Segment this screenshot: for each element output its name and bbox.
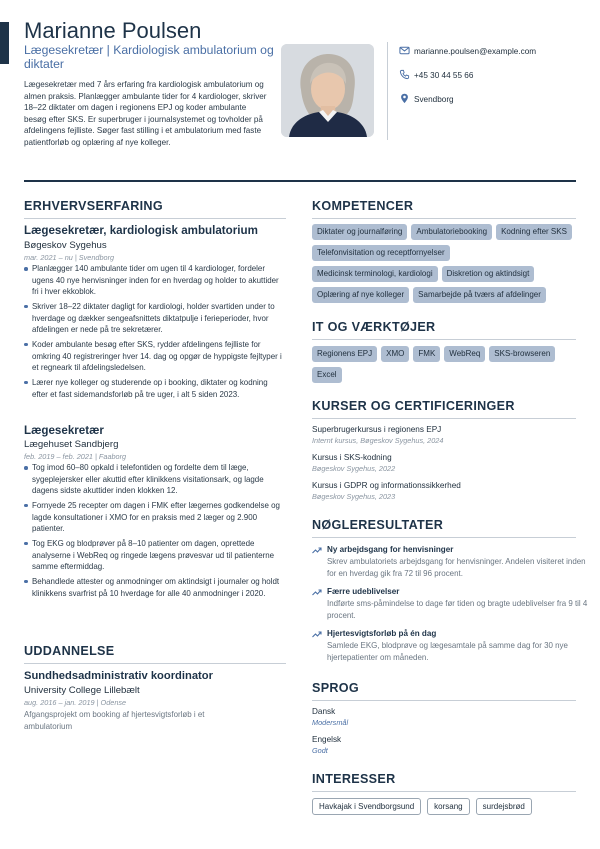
course-sub: Bøgeskov Sygehus, 2023 xyxy=(312,492,396,501)
job-meta: feb. 2019 – feb. 2021 | Faaborg xyxy=(24,452,127,461)
education-heading: UDDANNELSE xyxy=(24,644,115,658)
list-item: Fornyede 25 recepter om dagen i FMK efter lægernes godkendelse og lagde konsultationer i XMO for en praksis med 2 læger og 2.900 patienter. xyxy=(24,500,284,535)
course-item xyxy=(312,453,582,473)
contact-email[interactable] xyxy=(414,44,536,58)
achievement-title: Hjertesvigtsforløb på én dag xyxy=(327,629,437,638)
contact-divider xyxy=(387,42,388,140)
competencies-rule xyxy=(312,218,576,219)
achievement-title: Ny arbejdsgang for henvisninger xyxy=(327,545,454,554)
education-description: Afgangsprojekt om booking af hjertesvigtsforløb i et ambulatorium xyxy=(24,710,205,731)
competency-tag: Kodning efter SKS xyxy=(496,224,572,240)
achievement-description: Samlede EKG, blodprøve og lægesamtale på samme dag for 30 nye hjertepatienter om måneden. xyxy=(327,641,568,662)
experience-heading: ERHVERVSERFARING xyxy=(24,199,163,213)
competency-tag: Diktater og journalføring xyxy=(312,224,407,240)
language-level: Godt xyxy=(312,746,328,755)
job-meta: mar. 2021 – nu | Svendborg xyxy=(24,253,115,262)
list-item: Tog imod 60–80 opkald i telefontiden og fordelte dem til læge, sygeplejersker eller akuttid efter klinikkens visitationsark, og lagde dagens sidste akuttider inden klokken 12. xyxy=(24,462,284,497)
tool-tag: SKS-browseren xyxy=(489,346,555,362)
courses-heading: KURSER OG CERTIFICERINGER xyxy=(312,399,515,413)
course-name: Kursus i SKS-kodning xyxy=(312,453,392,462)
tools-rule xyxy=(312,339,576,340)
language-name: Engelsk xyxy=(312,735,342,744)
course-name: Superbrugerkursus i regionens EPJ xyxy=(312,425,442,434)
language-item xyxy=(312,707,348,727)
education-rule xyxy=(24,663,286,664)
languages-heading: SPROG xyxy=(312,681,359,695)
contact-email-text: marianne.poulsen@example.com xyxy=(414,46,537,56)
experience-rule xyxy=(24,218,286,219)
competency-tag: Ambulatoriebooking xyxy=(411,224,492,240)
competency-tag: Oplæring af nye kolleger xyxy=(312,287,409,303)
tool-tag: WebReq xyxy=(444,346,485,362)
tool-tag: Excel xyxy=(312,367,342,383)
course-item xyxy=(312,481,582,501)
education-school: University College Lillebælt xyxy=(24,685,140,696)
language-item xyxy=(312,735,341,755)
competency-tag: Telefonvisitation og receptfornyelser xyxy=(312,245,450,261)
job-company: Bøgeskov Sygehus xyxy=(24,240,107,251)
list-item: Planlægger 140 ambulante tider om ugen til 4 kardiologer, fordeler ugens 40 nye henvisninger inden for en hverdag og holder to akuttider fri i hver ekkoblok. xyxy=(24,263,284,298)
candidate-name: Marianne Poulsen xyxy=(24,18,202,43)
courses-rule xyxy=(312,418,576,419)
list-item: Lærer nye kolleger og studerende op i booking, diktater og kodning efter et fast sidemandsforløb på tre uger, i alt 5 siden 2023. xyxy=(24,377,284,400)
competency-tags xyxy=(312,224,582,308)
contact-phone-text: +45 30 44 55 66 xyxy=(414,70,474,80)
contact-location xyxy=(414,92,454,106)
tool-tag: XMO xyxy=(381,346,409,362)
education-meta: aug. 2016 – jan. 2019 | Odense xyxy=(24,698,127,707)
job-title: Lægesekretær, kardiologisk ambulatorium xyxy=(24,224,258,237)
list-item: Koder ambulante besøg efter SKS, rydder afdelingens fejlliste for omkring 40 registreringer hver 14. dag og opgør de hyppigste fejltyper i et regneark til afdelingsledelsen. xyxy=(24,339,284,374)
tools-heading: IT OG VÆRKTØJER xyxy=(312,320,436,334)
list-item: Skriver 18–22 diktater dagligt for kardiologi, holder svartiden under to hverdage og dækker sengeafsnittets diktatpulje i ferieperioder, hvor afdelingen er nede på tre sekretærer. xyxy=(24,301,284,336)
location-pin-icon xyxy=(399,93,410,104)
language-level: Modersmål xyxy=(312,718,349,727)
job-bullets xyxy=(24,263,284,403)
interest-pills xyxy=(312,798,538,815)
achievement-description: Indførte sms-påmindelse to dage før tiden og bragte udeblivelser fra 9 til 4 procent. xyxy=(327,599,588,620)
tool-tag: Regionens EPJ xyxy=(312,346,377,362)
profile-photo xyxy=(281,44,374,137)
trend-up-icon xyxy=(312,630,322,638)
list-item: Tog EKG og blodprøver på 8–10 patienter om dagen, oprettede analyserne i WebReq og ringede lægens prøvesvar ud til patienterne samme eftermiddag. xyxy=(24,538,284,573)
course-sub: Bøgeskov Sygehus, 2022 xyxy=(312,464,396,473)
competency-tag: Medicinsk terminologi, kardiologi xyxy=(312,266,438,282)
job-company: Lægehuset Sandbjerg xyxy=(24,439,119,450)
competencies-heading: KOMPETENCER xyxy=(312,199,414,213)
languages-rule xyxy=(312,700,576,701)
candidate-title: Lægesekretær | Kardiologisk ambulatorium og diktater xyxy=(24,43,274,71)
interest-pill: surdejsbrød xyxy=(476,798,532,815)
profile-summary: Lægesekretær med 7 års erfaring fra kardiologisk ambulatorium og almen praksis. Planlægger ambulante tider for 4 kardiologer, skriver 18–22 diktater om dagen i regionens EPJ og koder ambulante besøg efter SKS. Er superbruger i journalsystemet og tovholder på afdelingens fejlliste. Søger fast stilling i et ambulatorium med faste patientforløb og oplæring af nye kolleger. xyxy=(24,80,267,147)
achievements-heading: NØGLERESULTATER xyxy=(312,518,444,532)
course-sub: Internt kursus, Bøgeskov Sygehus, 2024 xyxy=(312,436,444,445)
header-accent-bar xyxy=(0,22,9,64)
list-item: Behandlede attester og anmodninger om aktindsigt i journaler og holdt klinikkens svarfrist på 10 hverdage for alle 40 anmodninger i 2020. xyxy=(24,576,284,599)
competency-tag: Diskretion og aktindsigt xyxy=(442,266,535,282)
job-title: Lægesekretær xyxy=(24,424,104,437)
interests-rule xyxy=(312,791,576,792)
achievements-rule xyxy=(312,537,576,538)
tool-tag: FMK xyxy=(413,346,440,362)
interests-heading: INTERESSER xyxy=(312,772,396,786)
interest-pill: korsang xyxy=(427,798,469,815)
contact-phone[interactable] xyxy=(414,68,473,82)
education-degree: Sundhedsadministrativ koordinator xyxy=(24,670,213,682)
interest-pill: Havkajak i Svendborgsund xyxy=(312,798,421,815)
achievement-description: Skrev ambulatoriets arbejdsgang for henvisninger. Andelen visiteret inden for en hverdag gik fra 72 til 96 procent. xyxy=(327,557,586,578)
phone-icon xyxy=(399,69,410,80)
job-bullets xyxy=(24,462,284,602)
trend-up-icon xyxy=(312,546,322,554)
achievement-title: Færre udeblivelser xyxy=(327,587,400,596)
trend-up-icon xyxy=(312,588,322,596)
competency-tag: Samarbejde på tværs af afdelinger xyxy=(413,287,546,303)
language-name: Dansk xyxy=(312,707,336,716)
portrait-image xyxy=(281,44,374,137)
mail-icon xyxy=(399,45,410,56)
tool-tags xyxy=(312,346,582,388)
contact-location-text: Svendborg xyxy=(414,94,454,104)
header-divider xyxy=(24,180,576,182)
course-item xyxy=(312,425,582,445)
course-name: Kursus i GDPR og informationssikkerhed xyxy=(312,481,461,490)
